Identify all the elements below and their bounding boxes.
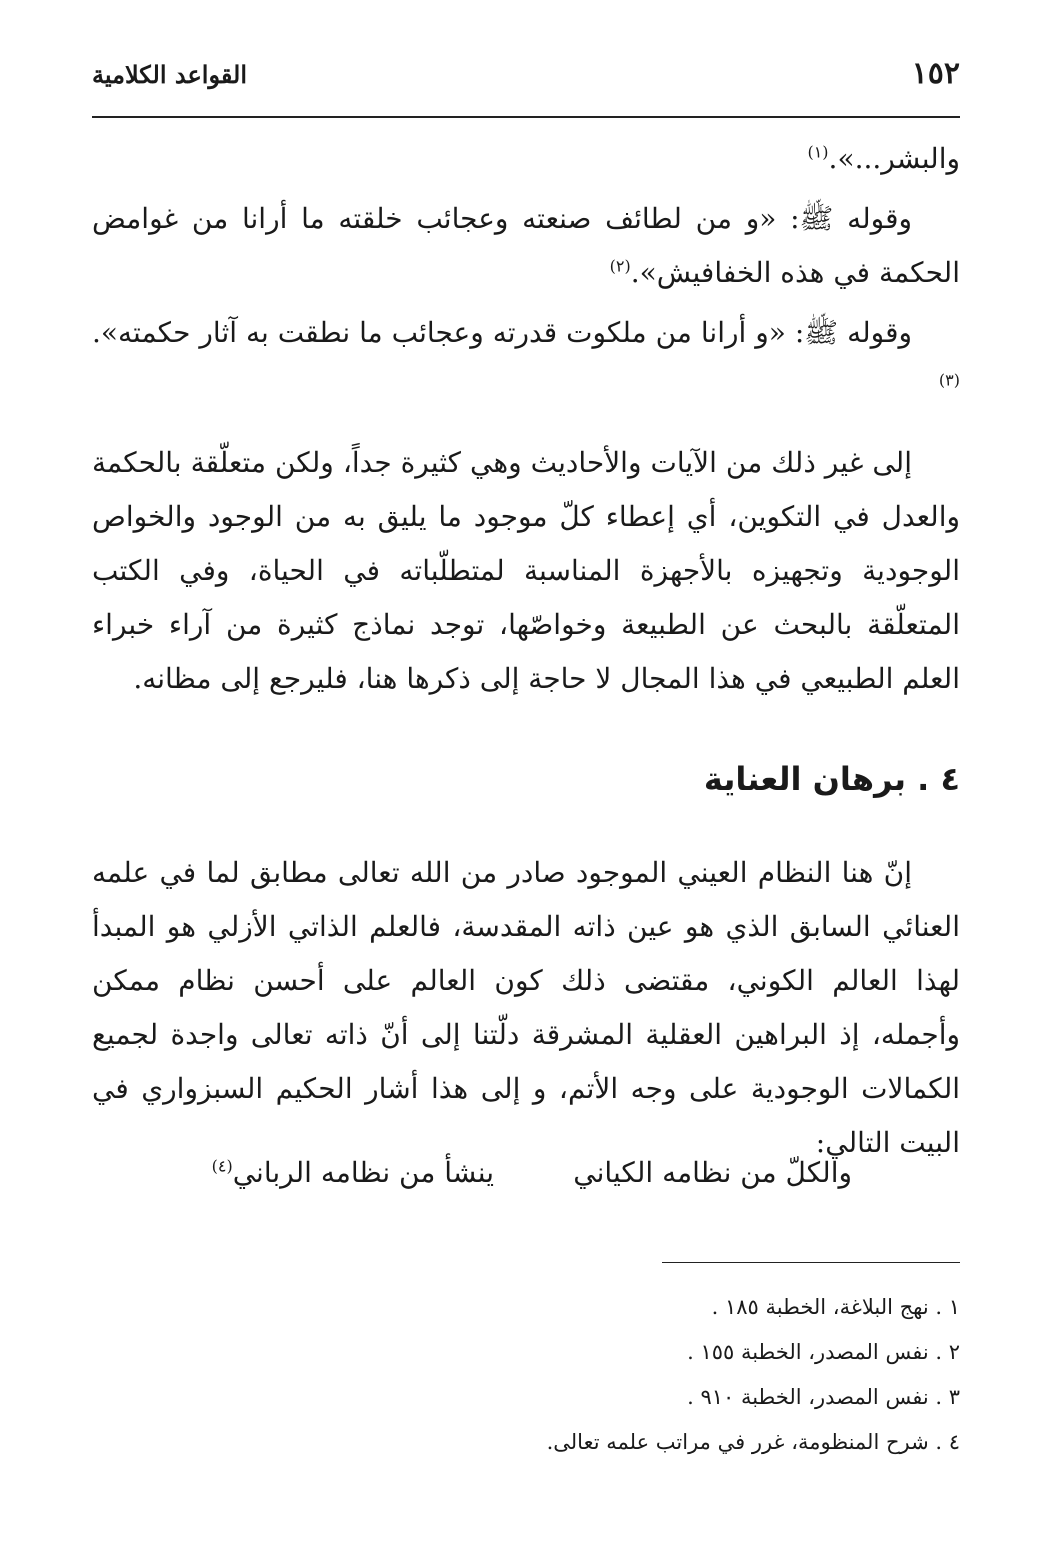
footnote-ref: (٢)	[609, 256, 631, 276]
footnote-divider	[662, 1262, 960, 1263]
footnote-ref: (٣)	[938, 370, 960, 390]
paragraph-text: والبشر...».	[828, 142, 960, 175]
header-divider	[92, 116, 960, 118]
footnote-item: ٣ . نفس المصدر، الخطبة ٩١٠ .	[687, 1385, 960, 1409]
paragraph-text: وقوله ﷺ: «و من لطائف صنعته وعجائب خلقته ما أرانا من غوامض الحكمة في هذه الخفافيش».	[92, 202, 960, 289]
poetry-verse	[92, 1156, 960, 1206]
verse-first-hemistich: والكلّ من نظامه الكياني	[573, 1156, 852, 1189]
footnote-item: ٢ . نفس المصدر، الخطبة ١٥٥ .	[687, 1340, 960, 1364]
body-text	[92, 132, 960, 706]
page-header	[92, 56, 960, 106]
paragraph-quote-1	[92, 192, 960, 300]
footnote-ref: (١)	[807, 142, 829, 162]
paragraph-quote-2	[92, 306, 960, 414]
paragraph-commentary	[92, 436, 960, 706]
paragraph-text: إنّ هنا النظام العيني الموجود صادر من الله تعالى مطابق لما في علمه العنائي السابق الذي هو عين ذاته المقدسة، فالعلم الذاتي الأزلي هو المبدأ لهذا العالم الكوني، مقتضى ذلك كون العالم على أحسن نظام ممكن وأجمله، إذ البراهين العقلية المشرقة دلّتنا إلى أنّ ذاته تعالى واجدة لجميع الكمالات الوجودية على وجه الأتم، و إلى هذا أشار الحكيم السبزواري في البيت التالي:	[92, 856, 960, 1159]
footnotes-list	[92, 1285, 960, 1465]
paragraph-text: إلى غير ذلك من الآيات والأحاديث وهي كثيرة جداً، ولكن متعلّقة بالحكمة والعدل في التكوين، أي إعطاء كلّ موجود ما يليق به من الوجود والخواص الوجودية وتجهيزه بالأجهزة المناسبة لمتطلّباته في الحياة، وفي الكتب المتعلّقة بالبحث عن الطبيعة وخواصّها، توجد نماذج كثيرة من آراء خبراء العلم الطبيعي في هذا المجال لا حاجة إلى ذكرها هنا، فليرجع إلى مظانه.	[92, 446, 960, 695]
footnote-ref: (٤)	[211, 1156, 233, 1176]
verse-text: ينشأ من نظامه الرباني	[232, 1156, 494, 1189]
verse-second-hemistich	[212, 1156, 494, 1189]
section-paragraph	[92, 846, 960, 1170]
footnote-item: ٤ . شرح المنظومة، غرر في مراتب علمه تعالى.	[546, 1430, 960, 1454]
page-number: ١٥٢	[911, 56, 960, 91]
running-title: القواعد الكلامية	[92, 60, 247, 89]
paragraph-continuation	[92, 132, 960, 186]
section-heading: ٤ . برهان العناية	[703, 760, 960, 798]
book-page	[92, 0, 960, 1545]
paragraph-text: وقوله ﷺ: «و أرانا من ملكوت قدرته وعجائب ما نطقت به آثار حكمته».	[92, 316, 912, 349]
section-body	[92, 846, 960, 1170]
footnote-item: ١ . نهج البلاغة، الخطبة ١٨٥ .	[711, 1295, 960, 1319]
